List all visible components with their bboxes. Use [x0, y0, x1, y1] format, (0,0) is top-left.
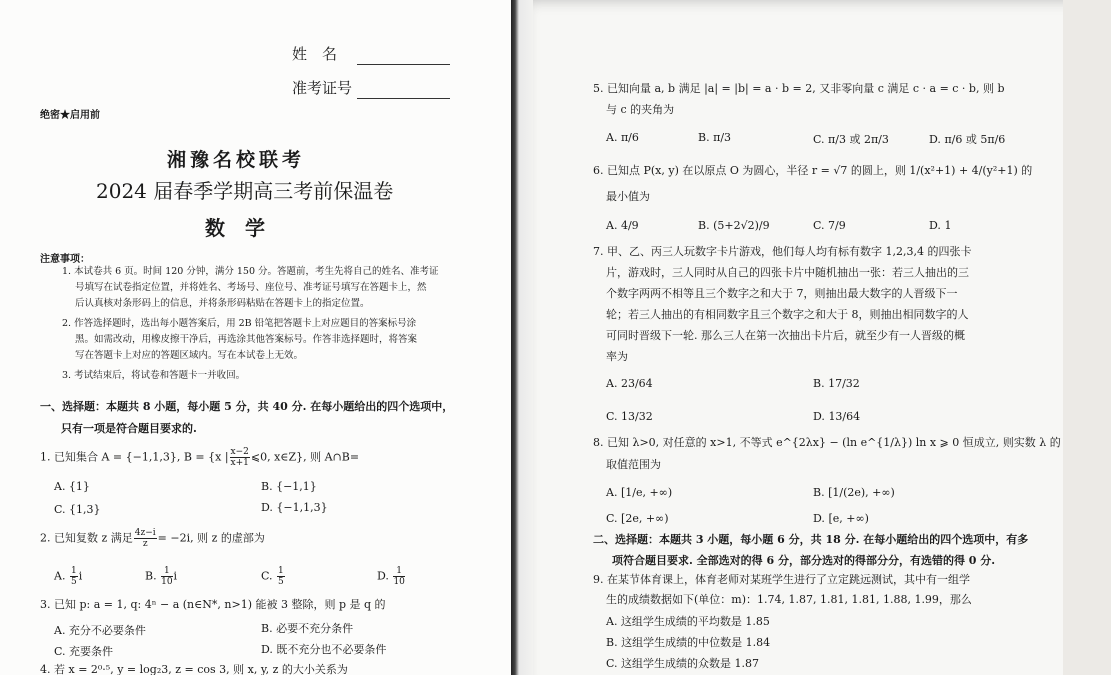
name-blank — [357, 64, 450, 65]
question-7-cont: 率为 — [606, 350, 628, 363]
q2-text: 2. 已知复数 z 满足 — [40, 531, 133, 545]
q7-option-d: D. 13/64 — [813, 410, 861, 423]
question-9-cont: 生的成绩数据如下(单位：m)：1.74, 1.87, 1.81, 1.81, 1.88, 1.99，那么 — [606, 593, 972, 606]
id-blank — [357, 98, 450, 99]
question-6-cont: 最小值为 — [606, 190, 650, 203]
confidential-mark: 绝密★启用前 — [40, 110, 100, 121]
question-5-cont: 与 c 的夹角为 — [606, 103, 675, 116]
note-line: 写在答题卡上对应的答题区域内。写在本试卷上无效。 — [75, 350, 304, 361]
q6-option-d: D. 1 — [929, 219, 952, 232]
q5-option-a: A. π/6 — [606, 131, 639, 144]
question-7: 7. 甲、乙、丙三人玩数字卡片游戏，他们每人均有标有数字 1,2,3,4 的四张卡 — [593, 245, 972, 258]
note-line: 号填写在试卷指定位置，并将姓名、考场号、座位号、准考证号填写在答题卡上，然 — [75, 282, 427, 293]
q7-option-a: A. 23/64 — [606, 377, 653, 390]
name-label: 姓 名 — [292, 45, 338, 63]
note-line: 黑。如需改动，用橡皮擦干净后，再选涂其他答案标号。作答非选择题时，将答案 — [75, 334, 418, 345]
note-line: 后认真核对条形码上的信息，并将条形码粘贴在答题卡上的指定位置。 — [75, 298, 370, 309]
q1-option-a: A. {1} — [54, 480, 90, 493]
question-7-cont: 可同时晋级下一轮. 那么三人在第一次抽出卡片后，就至少有一人晋级的概 — [606, 329, 965, 342]
question-8-cont: 取值范围为 — [606, 458, 661, 471]
q2-option-b: B. $\frac{1}{10}$ i — [145, 566, 178, 587]
q8-option-b: B. [1/(2e), +∞) — [813, 486, 895, 499]
book-spine-gutter — [511, 0, 533, 675]
q1-fraction: $\frac{x-2}{x+1}$ — [230, 447, 249, 468]
q8-option-c: C. [2e, +∞) — [606, 512, 669, 525]
q3-option-b: B. 必要不充分条件 — [261, 622, 354, 635]
subject-title: 数 学 — [205, 216, 265, 240]
question-7-cont: 个数字两两不相等且三个数字之和大于 7，则抽出最大数字的人晋级下一 — [606, 287, 958, 300]
id-label: 准考证号 — [292, 79, 353, 97]
q2-option-a: A. $\frac{1}{5}$ i — [54, 566, 83, 587]
question-6: 6. 已知点 P(x, y) 在以原点 O 为圆心，半径 r = √7 的圆上，则 1/(x²+1) + 4/(y²+1) 的 — [593, 164, 1033, 177]
q2-text-end: = −2i, 则 z 的虚部为 — [157, 531, 265, 545]
q3-option-d: D. 既不充分也不必要条件 — [261, 643, 387, 656]
q6-option-a: A. 4/9 — [606, 219, 639, 232]
q9-option-b: B. 这组学生成绩的中位数是 1.84 — [606, 636, 771, 649]
question-7-cont: 片，游戏时，三人同时从自己的四张卡片中随机抽出一张：若三人抽出的三 — [606, 266, 969, 279]
notes-title: 注意事项： — [40, 254, 90, 265]
question-2 — [40, 528, 265, 549]
q1-option-d: D. {−1,1,3} — [261, 501, 328, 514]
q8-option-a: A. [1/e, +∞) — [606, 486, 673, 499]
q8-option-d: D. [e, +∞) — [813, 512, 869, 525]
q5-option-c: C. π/3 或 2π/3 — [813, 133, 889, 146]
q5-option-d: D. π/6 或 5π/6 — [929, 133, 1006, 146]
q2-fraction: $\frac{4z-i}{z}$ — [134, 528, 156, 549]
q3-option-a: A. 充分不必要条件 — [54, 624, 146, 637]
q2-option-d: D. $\frac{1}{10}$ — [377, 566, 405, 587]
q6-option-b: B. (5+2√2)/9 — [698, 219, 770, 232]
q1-text-end: ⩽0, x∈Z}, 则 A∩B= — [250, 450, 360, 464]
section-2-heading-cont: 项符合题目要求. 全部选对的得 6 分，部分选对的得部分分，有选错的得 0 分. — [612, 554, 996, 567]
section-1-heading-cont: 只有一项是符合题目要求的. — [61, 422, 197, 435]
note-line: 2. 作答选择题时，选出每小题答案后，用 2B 铅笔把答题卡上对应题目的答案标号涂 — [62, 318, 417, 329]
note-line: 1. 本试卷共 6 页。时间 120 分钟，满分 150 分。答题前，考生先将自己的姓名、准考证 — [62, 266, 439, 277]
question-3: 3. 已知 p: a = 1, q: 4ⁿ − a (n∈N*, n>1) 能被 3 整除，则 p 是 q 的 — [40, 598, 386, 611]
question-7-cont: 轮；若三人抽出的有相同数字且三个数字之和大于 8，则抽出相同数字的人 — [606, 308, 969, 321]
question-5: 5. 已知向量 a, b 满足 |a| = |b| = a · b = 2, 又非零向量 c 满足 c · a = c · b, 则 b — [593, 82, 1005, 95]
question-4: 4. 若 x = 2⁰·⁵, y = log₂3, z = cos 3, 则 x, y, z 的大小关系为 — [40, 663, 348, 675]
exam-title-1: 湘豫名校联考 — [167, 149, 306, 171]
question-9: 9. 在某节体育课上，体育老师对某班学生进行了立定跳远测试，其中有一组学 — [593, 573, 970, 586]
q7-option-b: B. 17/32 — [813, 377, 860, 390]
page-edge — [1063, 0, 1111, 675]
section-2-heading: 二、选择题：本题共 3 小题，每小题 6 分，共 18 分. 在每小题给出的四个选项中，有多 — [593, 533, 1029, 546]
question-1 — [40, 447, 359, 468]
section-1-heading: 一、选择题：本题共 8 小题，每小题 5 分，共 40 分. 在每小题给出的四个选项中， — [40, 400, 454, 413]
q3-option-c: C. 充要条件 — [54, 645, 114, 658]
q1-text: 1. 已知集合 A = {−1,1,3}, B = {x | — [40, 450, 229, 464]
q9-option-a: A. 这组学生成绩的平均数是 1.85 — [606, 615, 770, 628]
exam-page-right — [533, 0, 1111, 675]
q5-option-b: B. π/3 — [698, 131, 732, 144]
exam-title-2: 2024 届春季学期高三考前保温卷 — [96, 179, 394, 203]
question-8: 8. 已知 λ>0, 对任意的 x>1, 不等式 e^{2λx} − (ln e^{1/λ}) ln x ⩾ 0 恒成立, 则实数 λ 的 — [593, 436, 1061, 449]
exam-page-left — [0, 0, 511, 675]
q2-option-c: C. $\frac{1}{5}$ — [261, 566, 284, 587]
q6-option-c: C. 7/9 — [813, 219, 846, 232]
q1-option-c: C. {1,3} — [54, 503, 101, 516]
q9-option-c: C. 这组学生成绩的众数是 1.87 — [606, 657, 760, 670]
q1-option-b: B. {−1,1} — [261, 480, 317, 493]
q7-option-c: C. 13/32 — [606, 410, 653, 423]
note-line: 3. 考试结束后，将试卷和答题卡一并收回。 — [62, 370, 246, 381]
